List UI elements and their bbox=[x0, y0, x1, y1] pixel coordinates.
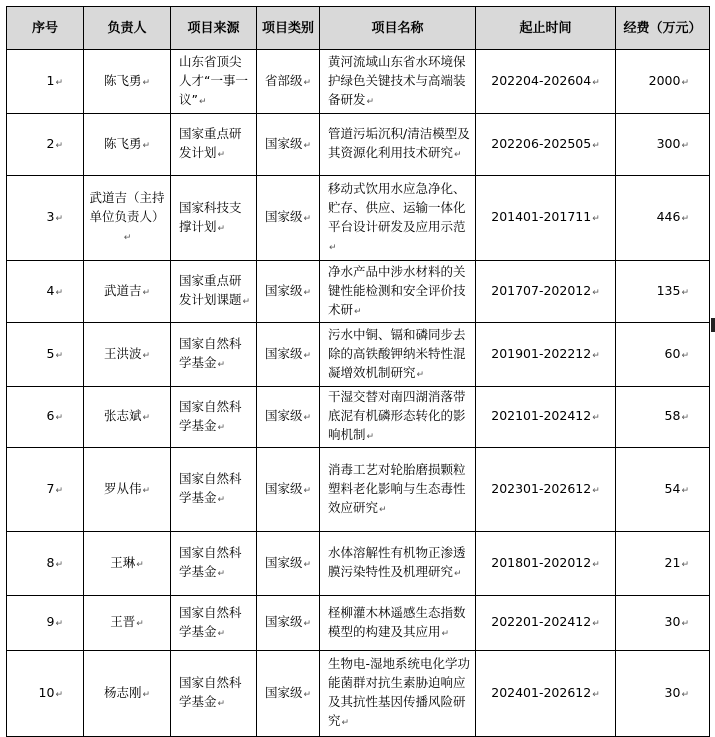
paragraph-mark-icon: ↵ bbox=[142, 485, 151, 496]
paragraph-mark-icon: ↵ bbox=[354, 306, 362, 317]
cell-source bbox=[171, 261, 257, 323]
paragraph-mark-icon: ↵ bbox=[55, 287, 63, 298]
header-period: 起止时间 bbox=[476, 7, 616, 50]
paragraph-mark-icon: ↵ bbox=[592, 619, 600, 629]
paragraph-mark-icon: ↵ bbox=[142, 689, 151, 700]
paragraph-mark-icon: ↵ bbox=[217, 628, 226, 639]
paragraph-mark-icon: ↵ bbox=[198, 96, 207, 107]
cell-project-name-text: 消毒工艺对轮胎磨损颗粒塑料老化影响与生态毒性效应研究 bbox=[328, 461, 466, 515]
cell-project-name bbox=[320, 387, 476, 448]
cell-project-name-text: 生物电-湿地系统电化学功能菌群对抗生素胁迫响应及其抗性基因传播风险研究 bbox=[328, 656, 471, 728]
table-row bbox=[7, 114, 710, 176]
paragraph-mark-icon: ↵ bbox=[55, 619, 63, 629]
cell-funding bbox=[616, 596, 710, 651]
paragraph-mark-icon: ↵ bbox=[217, 699, 226, 709]
paragraph-mark-icon: ↵ bbox=[681, 77, 689, 88]
cell-funding-text: 30 bbox=[664, 684, 681, 700]
cell-person-text: 王晋 bbox=[110, 614, 136, 629]
header-row bbox=[7, 7, 710, 50]
paragraph-mark-icon: ↵ bbox=[366, 432, 375, 442]
cell-period bbox=[476, 651, 616, 737]
cell-source-text: 国家重点研发计划 bbox=[179, 126, 242, 160]
cell-funding-text: 58 bbox=[664, 408, 681, 423]
paragraph-mark-icon: ↵ bbox=[303, 619, 312, 629]
cell-index-text: 2 bbox=[46, 135, 55, 151]
paragraph-mark-icon: ↵ bbox=[681, 140, 689, 151]
header-category: 项目类别 bbox=[257, 7, 320, 50]
cell-index bbox=[7, 448, 84, 532]
paragraph-mark-icon: ↵ bbox=[592, 287, 600, 298]
cell-project-name bbox=[320, 448, 476, 532]
header-person: 负责人 bbox=[84, 7, 171, 50]
cell-index-text: 4 bbox=[46, 282, 55, 298]
cell-index-text: 3 bbox=[46, 209, 55, 224]
cell-category-text: 国家级 bbox=[264, 135, 303, 151]
paragraph-mark-icon: ↵ bbox=[592, 350, 600, 361]
table-row bbox=[7, 651, 710, 737]
cell-period-text: 202206-202505 bbox=[491, 135, 592, 151]
table-row bbox=[7, 261, 710, 323]
paragraph-mark-icon: ↵ bbox=[681, 619, 689, 629]
paragraph-mark-icon: ↵ bbox=[123, 233, 132, 243]
paragraph-mark-icon: ↵ bbox=[441, 628, 450, 639]
cell-person-text: 罗从伟 bbox=[103, 480, 142, 496]
paragraph-mark-icon: ↵ bbox=[142, 77, 151, 88]
cell-index-text: 10 bbox=[38, 684, 55, 700]
table-row bbox=[7, 323, 710, 387]
cell-project-name bbox=[320, 532, 476, 596]
cell-period bbox=[476, 50, 616, 114]
cell-category-text: 国家级 bbox=[264, 554, 303, 570]
table-row bbox=[7, 176, 710, 261]
cell-person bbox=[84, 387, 171, 448]
cell-project-name-text: 移动式饮用水应急净化、贮存、供应、运输一体化平台设计研发及应用示范 bbox=[328, 180, 466, 234]
paragraph-mark-icon: ↵ bbox=[681, 287, 689, 298]
cell-source-text: 国家自然科学基金 bbox=[179, 675, 242, 709]
cell-period-text: 202201-202412 bbox=[491, 614, 592, 629]
cell-person-text: 王洪波 bbox=[103, 345, 142, 361]
cell-person-text: 陈飞勇 bbox=[103, 135, 142, 151]
cell-period bbox=[476, 114, 616, 176]
paragraph-mark-icon: ↵ bbox=[303, 689, 312, 700]
cell-person-text: 杨志刚 bbox=[103, 684, 142, 700]
cell-funding bbox=[616, 261, 710, 323]
cell-index-text: 5 bbox=[46, 345, 55, 361]
cell-person bbox=[84, 114, 171, 176]
cell-funding-text: 21 bbox=[664, 554, 681, 570]
header-name: 项目名称 bbox=[320, 7, 476, 50]
cell-source bbox=[171, 651, 257, 737]
cell-index-text: 6 bbox=[46, 408, 55, 423]
cell-category bbox=[257, 176, 320, 261]
cell-period-text: 201801-202012 bbox=[491, 554, 592, 570]
paragraph-mark-icon: ↵ bbox=[592, 485, 600, 496]
cell-category-text: 国家级 bbox=[264, 614, 303, 629]
table-row bbox=[7, 50, 710, 114]
cell-period bbox=[476, 596, 616, 651]
cell-period bbox=[476, 448, 616, 532]
cell-category bbox=[257, 387, 320, 448]
paragraph-mark-icon: ↵ bbox=[142, 140, 151, 151]
cell-funding-text: 30 bbox=[664, 614, 681, 629]
page-edge-mark bbox=[711, 318, 715, 332]
cell-index bbox=[7, 50, 84, 114]
paragraph-mark-icon: ↵ bbox=[55, 689, 63, 700]
paragraph-mark-icon: ↵ bbox=[681, 350, 689, 361]
cell-funding bbox=[616, 387, 710, 448]
cell-funding-text: 54 bbox=[664, 480, 681, 496]
cell-category bbox=[257, 448, 320, 532]
cell-person bbox=[84, 323, 171, 387]
cell-project-name bbox=[320, 261, 476, 323]
paragraph-mark-icon: ↵ bbox=[681, 559, 689, 570]
paragraph-mark-icon: ↵ bbox=[242, 297, 251, 307]
table-row bbox=[7, 448, 710, 532]
cell-category bbox=[257, 596, 320, 651]
cell-period-text: 202101-202412 bbox=[491, 408, 592, 423]
cell-period bbox=[476, 387, 616, 448]
cell-period-text: 201401-201711 bbox=[491, 209, 592, 224]
cell-person-text: 张志斌 bbox=[103, 408, 142, 423]
paragraph-mark-icon: ↵ bbox=[55, 485, 63, 496]
cell-category-text: 国家级 bbox=[264, 408, 303, 423]
paragraph-mark-icon: ↵ bbox=[217, 422, 226, 433]
cell-category-text: 国家级 bbox=[264, 345, 303, 361]
paragraph-mark-icon: ↵ bbox=[217, 569, 226, 579]
cell-funding bbox=[616, 50, 710, 114]
cell-source bbox=[171, 50, 257, 114]
cell-category-text: 国家级 bbox=[264, 684, 303, 700]
cell-index-text: 1 bbox=[46, 72, 55, 88]
cell-source-text: 国家科技支撑计划 bbox=[179, 199, 242, 234]
cell-source-text: 国家自然科学基金 bbox=[179, 336, 242, 370]
paragraph-mark-icon: ↵ bbox=[303, 559, 312, 570]
cell-index-text: 7 bbox=[46, 480, 55, 496]
paragraph-mark-icon: ↵ bbox=[454, 150, 462, 160]
cell-category-text: 国家级 bbox=[264, 480, 303, 496]
cell-person-text: 武道吉（主持单位负责人） bbox=[89, 190, 165, 224]
cell-category bbox=[257, 323, 320, 387]
header-source: 项目来源 bbox=[171, 7, 257, 50]
cell-funding-text: 60 bbox=[664, 345, 681, 361]
project-table bbox=[6, 6, 710, 737]
paragraph-mark-icon: ↵ bbox=[592, 214, 600, 224]
cell-category-text: 国家级 bbox=[264, 282, 303, 298]
cell-project-name bbox=[320, 596, 476, 651]
cell-person bbox=[84, 651, 171, 737]
paragraph-mark-icon: ↵ bbox=[379, 504, 387, 515]
cell-period-text: 202204-202604 bbox=[491, 72, 592, 88]
paragraph-mark-icon: ↵ bbox=[136, 619, 144, 629]
paragraph-mark-icon: ↵ bbox=[681, 485, 689, 496]
paragraph-mark-icon: ↵ bbox=[303, 413, 312, 423]
cell-category bbox=[257, 114, 320, 176]
cell-person bbox=[84, 176, 171, 261]
paragraph-mark-icon: ↵ bbox=[142, 287, 151, 298]
table-row bbox=[7, 532, 710, 596]
cell-source bbox=[171, 387, 257, 448]
cell-index-text: 9 bbox=[46, 614, 55, 629]
paragraph-mark-icon: ↵ bbox=[592, 413, 600, 423]
cell-source bbox=[171, 596, 257, 651]
paragraph-mark-icon: ↵ bbox=[303, 485, 312, 496]
paragraph-mark-icon: ↵ bbox=[55, 350, 63, 361]
cell-period-text: 202301-202612 bbox=[491, 480, 592, 496]
cell-source bbox=[171, 448, 257, 532]
paragraph-mark-icon: ↵ bbox=[55, 559, 63, 570]
cell-index bbox=[7, 261, 84, 323]
paragraph-mark-icon: ↵ bbox=[217, 495, 226, 505]
cell-index bbox=[7, 651, 84, 737]
cell-project-name bbox=[320, 176, 476, 261]
paragraph-mark-icon: ↵ bbox=[142, 413, 151, 423]
cell-funding-text: 2000 bbox=[648, 72, 681, 88]
cell-period bbox=[476, 532, 616, 596]
cell-index bbox=[7, 596, 84, 651]
cell-period-text: 201707-202012 bbox=[491, 282, 592, 298]
cell-period bbox=[476, 323, 616, 387]
cell-project-name bbox=[320, 651, 476, 737]
paragraph-mark-icon: ↵ bbox=[454, 569, 462, 579]
cell-category-text: 国家级 bbox=[264, 209, 303, 224]
paragraph-mark-icon: ↵ bbox=[681, 689, 689, 700]
cell-funding-text: 446 bbox=[656, 209, 681, 224]
cell-project-name-text: 净水产品中涉水材料的关键性能检测和安全评价技术研 bbox=[328, 263, 466, 317]
paragraph-mark-icon: ↵ bbox=[55, 77, 63, 88]
paragraph-mark-icon: ↵ bbox=[329, 242, 337, 253]
cell-project-name-text: 柽柳灌木林遥感生态指数模型的构建及其应用 bbox=[328, 604, 466, 639]
paragraph-mark-icon: ↵ bbox=[592, 140, 600, 151]
cell-category bbox=[257, 50, 320, 114]
cell-person bbox=[84, 261, 171, 323]
cell-funding bbox=[616, 532, 710, 596]
cell-person bbox=[84, 50, 171, 114]
cell-funding-text: 300 bbox=[656, 135, 681, 151]
cell-project-name-text: 污水中铜、镉和磷同步去除的高铁酸钾纳米特性混凝增效机制研究 bbox=[328, 326, 466, 380]
cell-source-text: 国家自然科学基金 bbox=[179, 398, 242, 433]
cell-person-text: 武道吉 bbox=[103, 282, 142, 298]
paragraph-mark-icon: ↵ bbox=[366, 96, 375, 107]
cell-category-text: 省部级 bbox=[264, 72, 303, 88]
cell-index-text: 8 bbox=[46, 554, 55, 570]
cell-category bbox=[257, 532, 320, 596]
header-index: 序号 bbox=[7, 7, 84, 50]
paragraph-mark-icon: ↵ bbox=[341, 718, 350, 728]
cell-funding bbox=[616, 323, 710, 387]
cell-period-text: 201901-202212 bbox=[491, 345, 592, 361]
cell-funding bbox=[616, 176, 710, 261]
cell-period-text: 202401-202612 bbox=[491, 684, 592, 700]
paragraph-mark-icon: ↵ bbox=[416, 369, 425, 380]
cell-period bbox=[476, 176, 616, 261]
cell-project-name-text: 干湿交替对南四湖消落带底泥有机磷形态转化的影响机制 bbox=[328, 389, 466, 442]
paragraph-mark-icon: ↵ bbox=[55, 413, 63, 423]
cell-period bbox=[476, 261, 616, 323]
cell-source-text: 国家重点研发计划课题 bbox=[179, 273, 242, 307]
cell-category bbox=[257, 261, 320, 323]
cell-person bbox=[84, 448, 171, 532]
cell-source bbox=[171, 532, 257, 596]
cell-index bbox=[7, 323, 84, 387]
paragraph-mark-icon: ↵ bbox=[55, 214, 63, 224]
paragraph-mark-icon: ↵ bbox=[55, 140, 63, 151]
cell-category bbox=[257, 651, 320, 737]
cell-source bbox=[171, 114, 257, 176]
paragraph-mark-icon: ↵ bbox=[303, 287, 312, 298]
paragraph-mark-icon: ↵ bbox=[592, 77, 600, 88]
cell-project-name bbox=[320, 323, 476, 387]
cell-index bbox=[7, 532, 84, 596]
paragraph-mark-icon: ↵ bbox=[142, 350, 151, 361]
paragraph-mark-icon: ↵ bbox=[217, 150, 226, 160]
paragraph-mark-icon: ↵ bbox=[592, 559, 600, 570]
cell-person bbox=[84, 596, 171, 651]
cell-index bbox=[7, 114, 84, 176]
cell-person bbox=[84, 532, 171, 596]
header-funding: 经费（万元） bbox=[616, 7, 710, 50]
paragraph-mark-icon: ↵ bbox=[681, 214, 689, 224]
paragraph-mark-icon: ↵ bbox=[303, 350, 312, 361]
cell-person-text: 王琳 bbox=[110, 554, 136, 570]
cell-project-name-text: 黄河流域山东省水环境保护绿色关键技术与高端装备研发 bbox=[328, 53, 466, 107]
cell-funding-text: 135 bbox=[656, 282, 681, 298]
paragraph-mark-icon: ↵ bbox=[303, 140, 312, 151]
cell-source-text: 国家自然科学基金 bbox=[179, 545, 242, 579]
cell-index bbox=[7, 176, 84, 261]
cell-project-name-text: 管道污垢沉积/清洁模型及其资源化利用技术研究 bbox=[328, 126, 470, 160]
paragraph-mark-icon: ↵ bbox=[303, 214, 312, 224]
cell-project-name-text: 水体溶解性有机物正渗透膜污染特性及机理研究 bbox=[328, 545, 466, 579]
cell-index bbox=[7, 387, 84, 448]
cell-source-text: 国家自然科学基金 bbox=[179, 604, 242, 639]
cell-source bbox=[171, 323, 257, 387]
cell-project-name bbox=[320, 114, 476, 176]
paragraph-mark-icon: ↵ bbox=[303, 77, 312, 88]
table-row bbox=[7, 596, 710, 651]
cell-funding bbox=[616, 114, 710, 176]
cell-person-text: 陈飞勇 bbox=[103, 72, 142, 88]
paragraph-mark-icon: ↵ bbox=[592, 689, 600, 700]
table-row bbox=[7, 387, 710, 448]
paragraph-mark-icon: ↵ bbox=[217, 223, 226, 234]
cell-source-text: 国家自然科学基金 bbox=[179, 471, 242, 505]
cell-funding bbox=[616, 448, 710, 532]
cell-project-name bbox=[320, 50, 476, 114]
cell-source-text: 山东省顶尖人才“一事一议” bbox=[179, 53, 248, 107]
paragraph-mark-icon: ↵ bbox=[217, 360, 226, 370]
paragraph-mark-icon: ↵ bbox=[136, 559, 144, 570]
paragraph-mark-icon: ↵ bbox=[681, 413, 689, 423]
cell-funding bbox=[616, 651, 710, 737]
cell-source bbox=[171, 176, 257, 261]
